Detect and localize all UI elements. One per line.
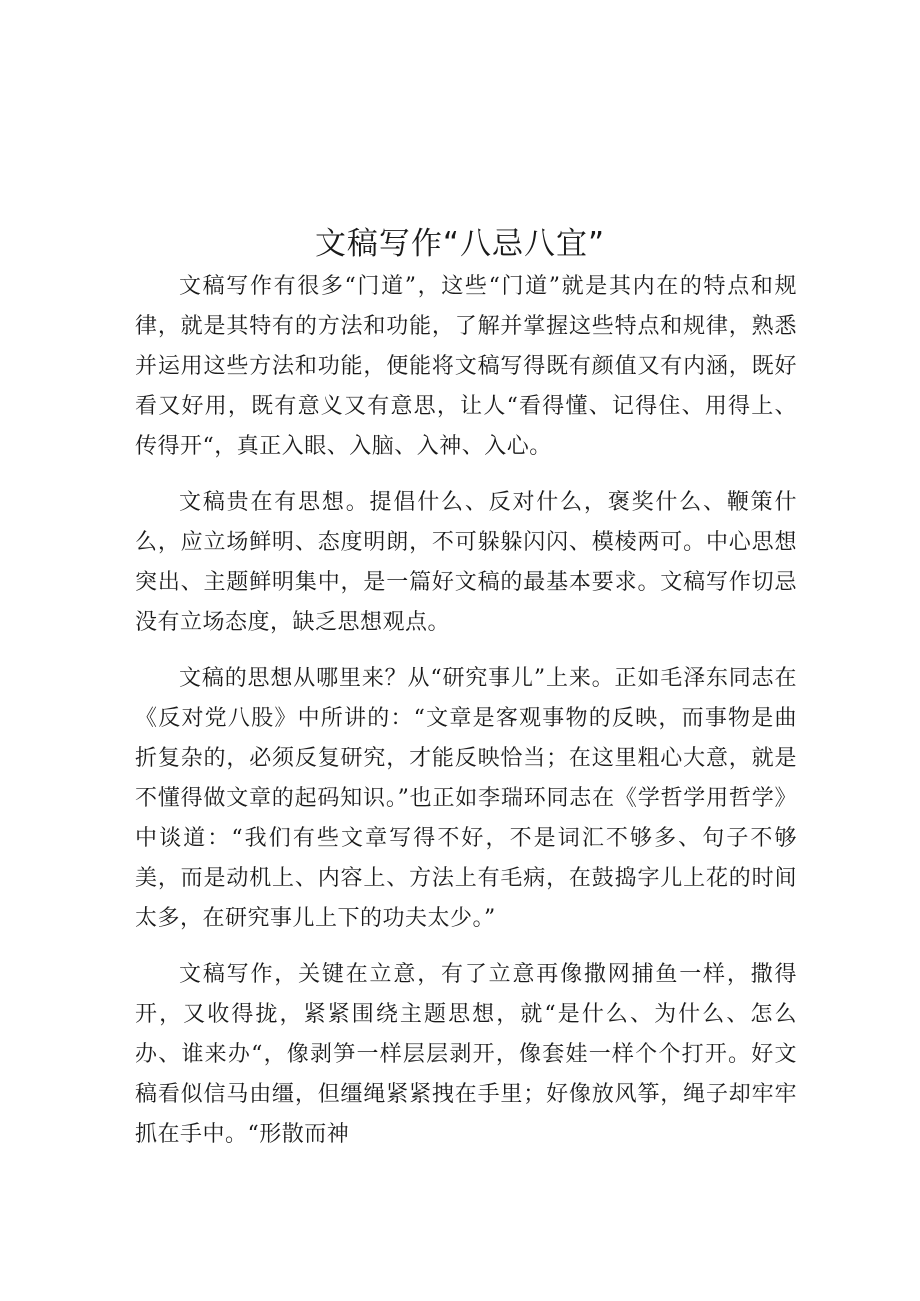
document-body <box>135 267 797 1171</box>
paragraph-thought: 文稿贵在有思想。提倡什么、反对什么，褒奖什么、鞭策什么，应立场鲜明、态度明朗，不可躲躲闪闪、模棱两可。中心思想突出、主题鲜明集中，是一篇好文稿的最基本要求。文稿写作切忌没有立场态度，缺乏思想观点。 <box>135 490 797 635</box>
paragraph-theme: 文稿写作，关键在立意，有了立意再像撒网捕鱼一样，撒得开，又收得拢，紧紧围绕主题思想，就“是什么、为什么、怎么办、谁来办“，像剥笋一样层层剥开，像套娃一样个个打开。好文稿看似信马由缰，但缰绳紧紧拽在手里；好像放风筝，绳子却牢牢抓在手中。“形散而神 <box>135 962 797 1147</box>
paragraph-research: 文稿的思想从哪里来？从“研究事儿”上来。正如毛泽东同志在《反对党八股》中所讲的：“文章是客观事物的反映，而事物是曲折复杂的，必须反复研究，才能反映恰当；在这里粗心大意，就是不懂得做文章的起码知识。”也正如李瑞环同志在《学哲学用哲学》中谈道：“我们有些文章写得不好，不是词汇不够多、句子不够美，而是动机上、内容上、方法上有毛病，在鼓捣字儿上花的时间太多，在研究事儿上下的功夫太少。” <box>135 666 797 931</box>
paragraph-intro: 文稿写作有很多“门道”，这些“门道”就是其内在的特点和规律，就是其特有的方法和功能，了解并掌握这些特点和规律，熟悉并运用这些方法和功能，便能将文稿写得既有颜值又有内涵，既好看又好用，既有意义又有意思，让人“看得懂、记得住、用得上、传得开“，真正入眼、入脑、入神、入心。 <box>135 274 797 459</box>
document-title: 文稿写作“八忌八宜” <box>314 226 606 262</box>
